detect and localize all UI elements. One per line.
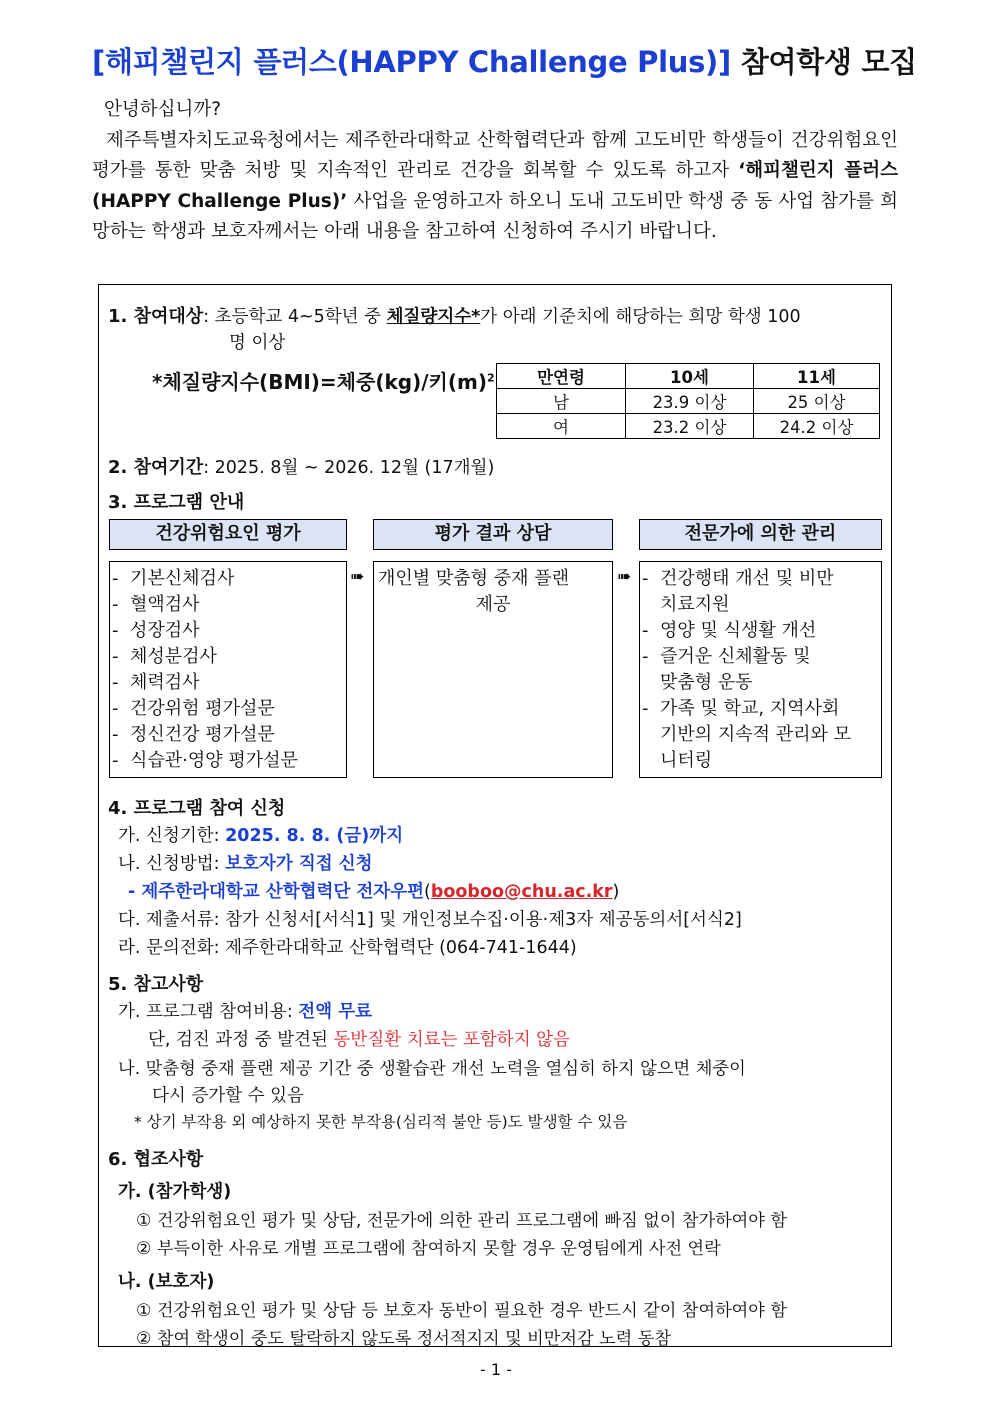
intro-body-text: 제주특별자치도교육청에서는 제주한라대학교 산학협력단과 함께 고도비만 학생들이 건강위험요인 평가를 통한 맞춤 처방 및 지속적인 관리로 건강을 회복할 수 있도록 하고자 [92, 129, 898, 181]
intro-paragraph [92, 95, 898, 248]
bmi-emphasis: 체질량지수* [386, 307, 481, 327]
bmi-formula-text: *체질량지수(BMI)=체중(kg)/키(m) [152, 370, 487, 394]
method-line [118, 850, 373, 875]
section5-heading: 5. 참고사항 [108, 974, 204, 995]
cost-note-red: 동반질환 치료는 포함하지 않음 [333, 1030, 570, 1050]
bmi-table [496, 363, 880, 439]
table-header-cell: 10세 [626, 364, 754, 389]
section2-line [108, 453, 494, 479]
email-paren-close: ) [612, 882, 620, 902]
management-list [640, 566, 881, 774]
list-item: - 기본신체검사 [110, 566, 346, 592]
deadline-label: 가. 신청기한: [118, 826, 226, 846]
email-prefix: - 제주한라대학교 산학협력단 전자우편 [128, 882, 425, 902]
assessment-list [110, 566, 346, 774]
bmi-formula-sup: 2 [486, 371, 495, 385]
table-cell: 23.9 이상 [626, 389, 754, 414]
list-item [640, 566, 881, 618]
bmi-formula [152, 366, 495, 395]
email-line [128, 878, 619, 903]
table-cell: 23.2 이상 [626, 414, 754, 439]
title-program-name: [해피챌린지 플러스(HAPPY Challenge Plus)] [92, 45, 731, 79]
section1-line1 [108, 302, 801, 328]
list-item: - 식습관·영양 평가설문 [110, 748, 346, 774]
table-header-cell: 만연령 [497, 364, 626, 389]
flow-step3-header: 전문가에 의한 관리 [639, 519, 882, 550]
flow-step3-box [639, 561, 882, 778]
table-header-cell: 11세 [754, 364, 880, 389]
cost-note [148, 1026, 570, 1051]
list-item: - 체성분검사 [110, 644, 346, 670]
cost-line [118, 998, 372, 1023]
flow-step2-box [373, 561, 613, 778]
deadline-value: 2025. 8. 8. (금)까지 [225, 826, 404, 846]
flow-step1-box [109, 561, 347, 778]
consult-line1: 개인별 맞춤형 중재 플랜 [378, 568, 570, 589]
cost-note-text: 단, 검진 과정 중 발견된 [148, 1030, 334, 1050]
weight-note-l2: 다시 증가할 수 있음 [152, 1086, 304, 1106]
email-link[interactable]: booboo@chu.ac.kr [430, 882, 613, 902]
section1-text: : 초등학교 4~5학년 중 [203, 307, 387, 327]
table-cell: 여 [497, 414, 626, 439]
cost-label: 가. 프로그램 참여비용: [118, 1002, 299, 1022]
method-label: 나. 신청방법: [118, 854, 226, 874]
section6-heading: 6. 협조사항 [108, 1149, 204, 1170]
phone-line: 라. 문의전화: 제주한라대학교 산학협력단 (064-741-1644) [118, 938, 577, 958]
method-value: 보호자가 직접 신청 [225, 854, 373, 874]
list-item-line: 기반의 지속적 관리와 모니터링 [660, 724, 852, 771]
flow-step1-header: 건강위험요인 평가 [109, 519, 347, 550]
intro-body-text-2: 사업을 운영하고자 하오니 도내 고도비만 학생 중 동 사업 참가를 희망하는 학생과 보호자께서는 아래 내용을 참고하여 신청하여 주시기 바랍니다. [92, 190, 898, 242]
section4-heading: 4. 프로그램 참여 신청 [108, 798, 286, 819]
consult-line2: 제공 [475, 594, 511, 615]
guardians-item: ② 참여 학생이 중도 탈락하지 않도록 정서적지지 및 비만저감 노력 동참 [136, 1329, 671, 1349]
side-effect-footnote: * 상기 부작용 외 예상하지 못한 부작용(심리적 불안 등)도 발생할 수 있음 [134, 1113, 628, 1131]
weight-note-l1: 나. 맞춤형 중재 플랜 제공 기간 중 생활습관 개선 노력을 열심히 하지 않으면 체중이 [118, 1059, 746, 1079]
list-item-line: 맞춤형 운동 [660, 672, 753, 693]
intro-body [92, 126, 898, 248]
title-recruit: 참여학생 모집 [730, 45, 917, 79]
list-item-line: 치료지원 [660, 594, 730, 615]
section2-heading: 2. 참여기간 [108, 457, 204, 478]
list-item [640, 644, 881, 696]
students-item: ① 건강위험요인 평가 및 상담, 전문가에 의한 관리 프로그램에 빠짐 없이 참가하여야 함 [136, 1211, 787, 1231]
docs-line: 다. 제출서류: 참가 신청서[서식1] 및 개인정보수집·이용·제3자 제공동의서[서식2] [118, 910, 742, 930]
guardians-label: 나. (보호자) [118, 1272, 215, 1292]
list-item [640, 696, 881, 774]
students-label: 가. (참가학생) [118, 1182, 232, 1202]
flow-arrow-icon: ➠ [350, 567, 365, 587]
table-cell: 24.2 이상 [754, 414, 880, 439]
list-item-line: - 건강행태 개선 및 비만 [660, 568, 834, 589]
list-item [640, 618, 881, 644]
email-paren-open: ( [424, 882, 431, 902]
bmi-table-header [497, 364, 880, 389]
intro-program-name: ‘해피챌린지 플러스 (HAPPY Challenge Plus)’ [92, 160, 898, 212]
flow-arrow-icon: ➠ [617, 567, 632, 587]
flow-step2-header: 평가 결과 상담 [373, 519, 613, 550]
list-item: - 건강위험 평가설문 [110, 696, 346, 722]
list-item: - 성장검사 [110, 618, 346, 644]
list-item: - 혈액검사 [110, 592, 346, 618]
students-item: ② 부득이한 사유로 개별 프로그램에 참여하지 못할 경우 운영팀에게 사전 연락 [136, 1239, 721, 1259]
deadline-line [118, 822, 403, 847]
section1-heading: 1. 참여대상 [108, 306, 204, 327]
intro-greeting: 안녕하십니까? [104, 99, 222, 120]
list-item: - 체력검사 [110, 670, 346, 696]
guardians-item: ① 건강위험요인 평가 및 상담 등 보호자 동반이 필요한 경우 반드시 같이 참여하여야 함 [136, 1301, 787, 1321]
table-row [497, 389, 880, 414]
table-row [497, 414, 880, 439]
list-item-line: - 즐거운 신체활동 및 [660, 646, 811, 667]
section1-line2: 명 이상 [229, 333, 286, 353]
section2-text: : 2025. 8월 ~ 2026. 12월 (17개월) [203, 458, 495, 478]
table-cell: 남 [497, 389, 626, 414]
list-item-line: - 영양 및 식생활 개선 [660, 620, 817, 641]
table-cell: 25 이상 [754, 389, 880, 414]
section1-text-2: 가 아래 기준치에 해당하는 희망 학생 100 [480, 307, 801, 327]
list-item: - 정신건강 평가설문 [110, 722, 346, 748]
section3-heading: 3. 프로그램 안내 [108, 492, 245, 513]
list-item-line: - 가족 및 학교, 지역사회 [660, 698, 840, 719]
page-number: - 1 - [480, 1360, 512, 1379]
cost-value: 전액 무료 [298, 1002, 373, 1022]
page-title [92, 40, 917, 81]
